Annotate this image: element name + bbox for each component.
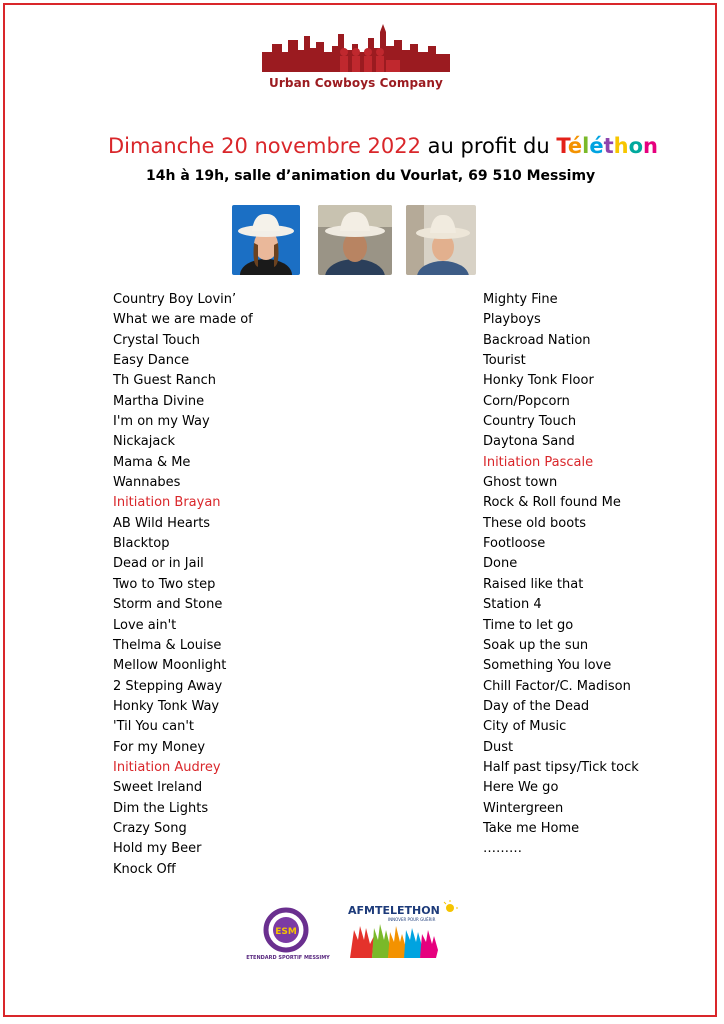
dance-item: ……… [483, 841, 522, 857]
dance-item: Sweet Ireland [113, 780, 203, 796]
telethon-letter: t [603, 134, 614, 158]
event-date: Dimanche 20 novembre 2022 [108, 134, 421, 158]
dance-item: Wintergreen [483, 800, 564, 816]
dance-item: Mighty Fine [483, 292, 558, 307]
dance-item: Country Boy Lovin’ [113, 292, 237, 307]
dance-item: Tourist [483, 353, 526, 369]
dance-item: Station 4 [483, 597, 542, 613]
telethon-letter: h [613, 134, 629, 158]
dance-item: Storm and Stone [113, 597, 223, 613]
dance-item: Dim the Lights [113, 800, 209, 816]
dance-item: Rock & Roll found Me [483, 495, 621, 511]
dance-item: Crazy Song [113, 820, 187, 836]
dance-item: Daytona Sand [483, 434, 575, 450]
dance-item: City of Music [483, 719, 567, 735]
dance-item: Th Guest Ranch [113, 373, 216, 389]
dance-item: These old boots [483, 515, 587, 531]
dance-list-right [483, 290, 639, 860]
dance-item: Half past tipsy/Tick tock [483, 759, 639, 775]
dance-item: Initiation Pascale [483, 454, 594, 470]
instructor-photo-2 [318, 205, 392, 275]
dance-item: Honky Tonk Way [113, 698, 220, 714]
dance-item: Country Touch [483, 414, 577, 430]
telethon-letter: n [643, 134, 658, 158]
esm-logo [246, 906, 330, 966]
dance-item: Ghost town [483, 475, 558, 491]
dance-item: Martha Divine [113, 393, 205, 409]
dance-item: AB Wild Hearts [113, 515, 211, 531]
dance-item: Time to let go [483, 617, 574, 633]
dance-item: Two to Two step [113, 576, 216, 592]
dance-list-left [113, 290, 253, 880]
telethon-letter: l [582, 134, 590, 158]
event-subtitle: 14h à 19h, salle d’animation du Vourlat, 69 510 Messimy [146, 168, 596, 184]
dance-item: For my Money [113, 739, 206, 755]
afm-telethon-logo [346, 900, 460, 960]
dance-item: Blacktop [113, 536, 170, 552]
dance-item: Something You love [483, 658, 612, 674]
telethon-letter: é [589, 134, 604, 158]
dance-item: Done [483, 556, 518, 572]
telethon-letter: o [628, 134, 644, 158]
dance-item: Easy Dance [113, 353, 190, 369]
dance-item: Playboys [483, 312, 541, 328]
dance-item: Hold my Beer [113, 841, 202, 857]
dance-item: Chill Factor/C. Madison [483, 678, 631, 694]
dance-item: Initiation Audrey [113, 759, 221, 775]
title-middle: au profit du [421, 134, 557, 158]
instructor-photo-3 [406, 205, 476, 275]
dance-item: Dust [483, 739, 514, 755]
dance-item: Soak up the sun [483, 637, 589, 653]
dance-item: Day of the Dead [483, 698, 590, 714]
dance-item: Knock Off [113, 861, 176, 877]
esm-badge-text: ESM [275, 927, 297, 937]
esm-badge-icon [252, 906, 322, 954]
dance-item: Corn/Popcorn [483, 393, 570, 409]
dance-item: Initiation Brayan [113, 495, 221, 511]
dance-item: Love ain't [113, 617, 177, 633]
page-title [108, 134, 668, 158]
city-skyline-icon [258, 22, 454, 76]
dance-item: 2 Stepping Away [113, 678, 223, 694]
dance-item: Thelma & Louise [113, 637, 222, 653]
dance-item: 'Til You can't [113, 719, 195, 735]
dance-item: Nickajack [113, 434, 176, 450]
dance-item: Footloose [483, 536, 546, 552]
esm-caption: ETENDARD SPORTIF MESSIMY [246, 955, 330, 961]
dance-item: I'm on my Way [113, 414, 210, 430]
dance-item: Dead or in Jail [113, 556, 204, 572]
dance-item: What we are made of [113, 312, 253, 328]
logo-text: Urban Cowboys Company [269, 76, 443, 90]
dance-item: Backroad Nation [483, 332, 591, 348]
telethon-word [556, 134, 658, 158]
dance-item: Raised like that [483, 576, 584, 592]
dance-item: Take me Home [483, 820, 580, 836]
dance-item: Honky Tonk Floor [483, 373, 594, 389]
colored-hands-icon [346, 900, 460, 960]
dance-item: Mellow Moonlight [113, 658, 227, 674]
dance-item: Mama & Me [113, 454, 191, 470]
telethon-letter: T [556, 134, 568, 158]
afm-tagline: INNOVER POUR GUÉRIR [388, 917, 436, 922]
urban-cowboys-logo [258, 22, 454, 94]
dance-item: Crystal Touch [113, 332, 201, 348]
dance-item: Here We go [483, 780, 559, 796]
instructor-photo-1 [232, 205, 300, 275]
telethon-letter: é [567, 134, 583, 158]
dance-item: Wannabes [113, 475, 181, 491]
afm-title: AFMTELETHON [348, 904, 440, 917]
